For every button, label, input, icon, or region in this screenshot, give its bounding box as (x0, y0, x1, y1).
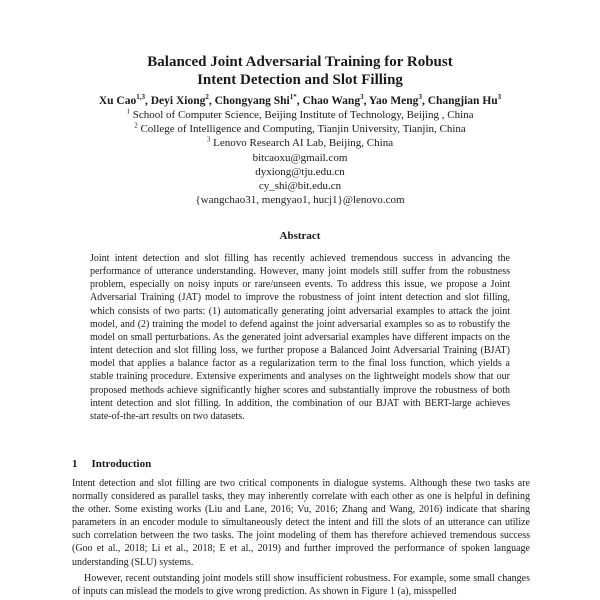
author: Changjian Hu$^3$ (427, 93, 502, 107)
email: dyxiong@tju.edu.cn (255, 166, 345, 178)
author: Xu Cao$^{1,3}$ (98, 93, 145, 107)
author: Yao Meng$^3$ (368, 93, 422, 107)
email: bitcaoxu@gmail.com (252, 152, 348, 164)
author: Chongyang Shi$^{1*}$ (214, 93, 297, 107)
author-list: Xu Cao$^{1,3}$, Deyi Xiong$^2$, Chongyang Shi$^{1*}$, Chao Wang$^3$, Yao Meng$^3$, Changjian Hu$^3$ (98, 93, 502, 107)
section-number: 1 (72, 458, 78, 470)
email: {wangchao31, mengyao1, hucj1}@lenovo.com (195, 194, 405, 206)
author: Chao Wang$^3$ (302, 93, 364, 107)
section-title: Introduction (91, 458, 152, 470)
affiliation: $^2$ College of Intelligence and Computing, Tianjin University, Tianjin, China (134, 121, 466, 135)
abstract-heading: Abstract (279, 230, 321, 242)
author: Deyi Xiong$^2$ (150, 93, 209, 107)
affiliation: $^3$ Lenovo Research AI Lab, Beijing, China (206, 135, 394, 149)
abstract-text: Joint intent detection and slot filling has recently achieved tremendous success in advancing the performance of utterance understanding. However, many joint models still suffer from the robustness problem, especially on noisy inputs or rare/unseen events. To address this issue, we propose a Joint Adversarial Training (JAT) model to improve the robustness of joint intent detection and slot filling, which consists of two parts: (1) automatically generating joint adversarial examples to attack the joint model, and (2) training the model to defend against the joint adversarial examples so as to robustify the model on small perturbations. As the generated joint adversarial examples have different impacts on the intent detection and slot filling loss, we further propose a Balanced Joint Adversarial Training (BJAT) model that applies a balance factor as a regularization term to the final loss function, which yields a stable training procedure. Extensive experiments and analyses on the lightweight models show that our proposed methods achieve significantly higher scores and substantially improve the robustness of both intent detection and slot filling. In addition, the combination of our BJAT with BERT-large achieves state-of-the-art results on two datasets. (90, 253, 510, 422)
section-heading (72, 458, 151, 471)
affiliation: $^1$ School of Computer Science, Beijing Institute of Technology, Beijing , China (126, 107, 474, 121)
email: cy_shi@bit.edu.cn (258, 180, 342, 192)
paper-title-line-2: Intent Detection and Slot Filling (197, 72, 403, 88)
paper-title-line-1: Balanced Joint Adversarial Training for Robust (147, 54, 453, 70)
intro-paragraph: Intent detection and slot filling are two critical components in dialogue systems. Although these two tasks are normally considered as parallel tasks, they may inherently correlate with each other as one is helpful in defining the other. Some existing works (Liu and Lane, 2016; Vu, 2016; Zhang and Wang, 2016) indicate that sharing parameters in an encoder module to simultaneously detect the intent and fill the slots of an utterance can utilize such correlation between the two tasks. The joint modeling of them has therefore achieved tremendous success (Goo et al., 2018; Li et al., 2018; E et al., 2019) and further improved the performance of spoken language understanding (SLU) systems. (72, 478, 530, 568)
intro-paragraph: However, recent outstanding joint models still show insufficient robustness. For example, some small changes of inputs can mislead the models to give wrong prediction. As shown in Figure 1 (a), misspelled (72, 573, 530, 598)
